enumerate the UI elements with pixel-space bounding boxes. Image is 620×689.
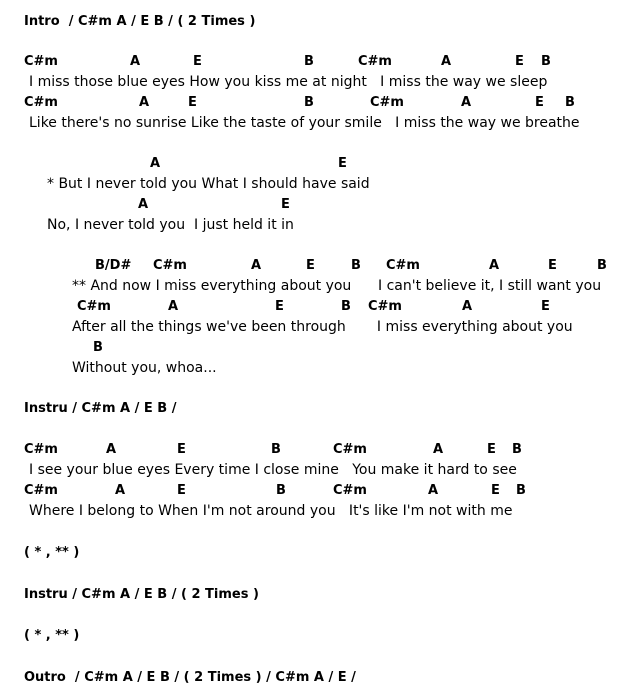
chord: B [271,442,281,457]
chord: C#m [24,442,58,457]
lyric-line: Like there's no sunrise Like the taste of your smile I miss the way we breathe [29,115,580,131]
chord: E [541,299,550,314]
chord: E [491,483,500,498]
lyric-line: After all the things we've been through I miss everything about you [72,319,573,335]
chord: B [512,442,522,457]
chord: C#m [24,483,58,498]
chord: A [489,258,500,273]
lyric-line: * But I never told you What I should have said [47,176,370,192]
lyric-line: Where I belong to When I'm not around you It's like I'm not with me [29,503,513,519]
lyric-line: ** And now I miss everything about you I can't believe it, I still want you [72,278,602,294]
chord: B [541,54,551,69]
chord: C#m [77,299,111,314]
chord: C#m [368,299,402,314]
chord: A [168,299,179,314]
chord: A [441,54,452,69]
lyric-line: Without you, whoa... [72,360,217,376]
chord: E [338,156,347,171]
chord: A [130,54,141,69]
repeat-line: ( * , ** ) [24,628,80,643]
chord: E [281,197,290,212]
chord: B [341,299,351,314]
intro-line: Intro / C#m A / E B / ( 2 Times ) [24,14,256,29]
chord: A [428,483,439,498]
lyric-line: No, I never told you I just held it in [47,217,294,233]
chord: E [548,258,557,273]
chord: A [115,483,126,498]
chord: E [188,95,197,110]
chord: A [139,95,150,110]
chord: C#m [153,258,187,273]
chord: E [535,95,544,110]
chord: B [565,95,575,110]
instru-line: Instru / C#m A / E B / [24,401,177,416]
chord: B [351,258,361,273]
chord: E [193,54,202,69]
chord: B [516,483,526,498]
chord: E [275,299,284,314]
chord: C#m [333,442,367,457]
chord: C#m [24,54,58,69]
chord: A [462,299,473,314]
chord: A [150,156,161,171]
lyric-line: I miss those blue eyes How you kiss me at night I miss the way we sleep [29,74,548,90]
chord: E [177,483,186,498]
repeat-line: ( * , ** ) [24,545,80,560]
chord: B [304,54,314,69]
chord: B [304,95,314,110]
chord: A [433,442,444,457]
chord: B [276,483,286,498]
chord: A [251,258,262,273]
chord: C#m [24,95,58,110]
chord: C#m [333,483,367,498]
chord: A [138,197,149,212]
outro-line: Outro / C#m A / E B / ( 2 Times ) / C#m A / E / [24,670,356,685]
chord: B [93,340,103,355]
lyric-line: I see your blue eyes Every time I close mine You make it hard to see [29,462,517,478]
chord: E [177,442,186,457]
instru-line: Instru / C#m A / E B / ( 2 Times ) [24,587,259,602]
chord: C#m [370,95,404,110]
chord: C#m [386,258,420,273]
chord: E [487,442,496,457]
chord: A [461,95,472,110]
chord: A [106,442,117,457]
chord: B/D# [95,258,132,273]
chord: B [597,258,607,273]
chord: E [306,258,315,273]
chord: C#m [358,54,392,69]
chord: E [515,54,524,69]
